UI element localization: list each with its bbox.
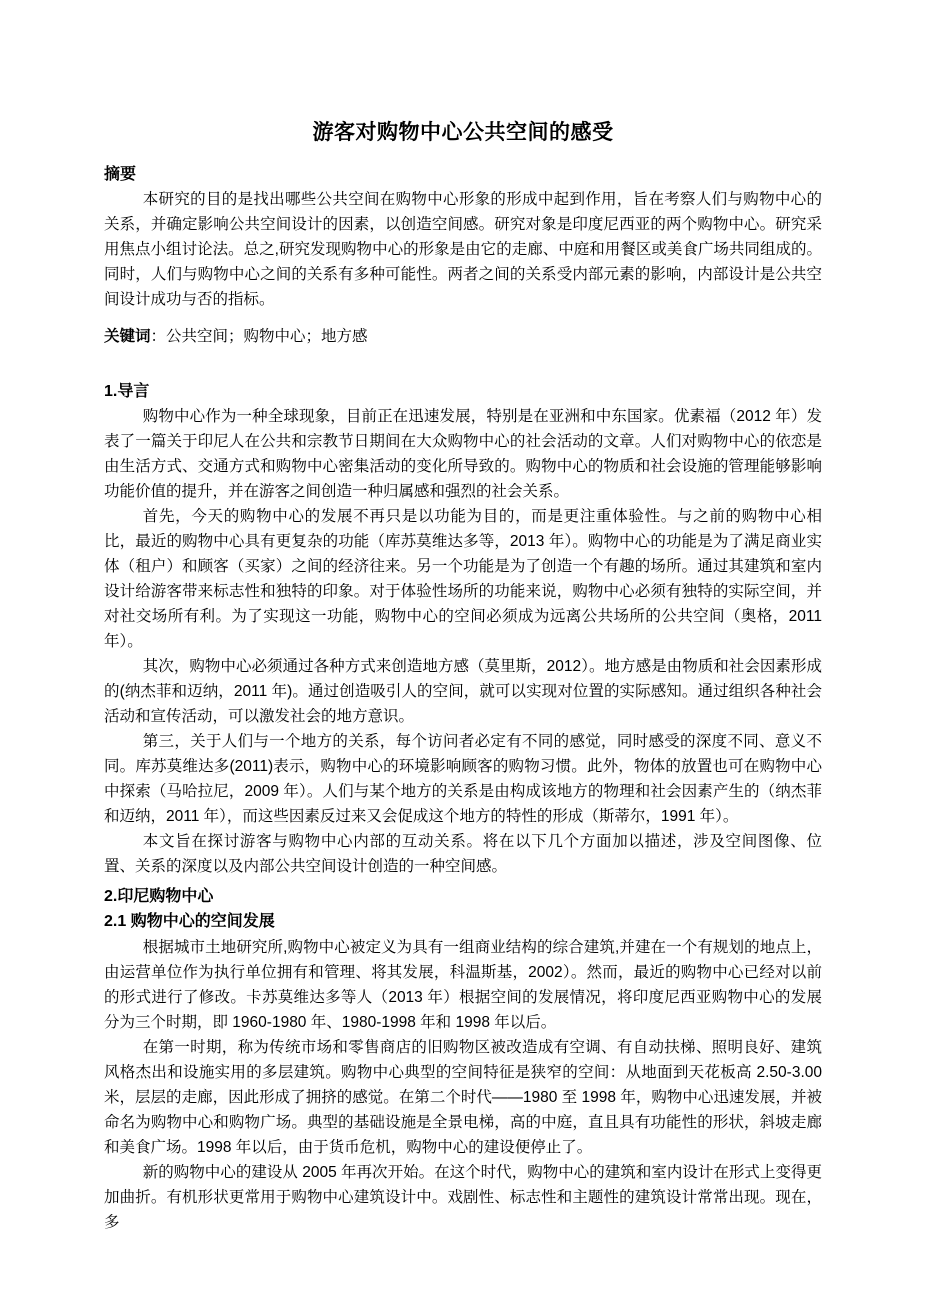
section-2-paragraph-2: 在第一时期，称为传统市场和零售商店的旧购物区被改造成有空调、有自动扶梯、照明良好、建筑风格杰出和设施实用的多层建筑。购物中心典型的空间特征是狭窄的空间：从地面到天花板高 2.50-3.00 米，层层的走廊，因此形成了拥挤的感觉。在第二个时代——1980 至 1998 年，购物中心迅速发展，并被命名为购物中心和购物广场。典型的基础设施是全景电梯，高的中庭，直且具有功能性的形状，斜坡走廊和美食广场。1998 年以后，由于货币危机，购物中心的建设便停止了。 bbox=[104, 1039, 822, 1156]
section-1-paragraph-5: 本文旨在探讨游客与购物中心内部的互动关系。将在以下几个方面加以描述，涉及空间图像、位置、关系的深度以及内部公共空间设计创造的一种空间感。 bbox=[104, 833, 822, 875]
section-2-heading: 2.印尼购物中心 bbox=[104, 888, 214, 905]
document-title: 游客对购物中心公共空间的感受 bbox=[312, 121, 614, 144]
abstract-heading: 摘要 bbox=[104, 166, 137, 183]
section-1-paragraph-1: 购物中心作为一种全球现象，目前正在迅速发展，特别是在亚洲和中东国家。优素福（2012 年）发表了一篇关于印尼人在公共和宗教节日期间在大众购物中心的社会活动的文章。人们对购物中心的依恋是由生活方式、交通方式和购物中心密集活动的变化所导致的。购物中心的物质和社会设施的管理能够影响功能价值的提升，并在游客之间创造一种归属感和强烈的社会关系。 bbox=[104, 408, 822, 500]
abstract-paragraph: 本研究的目的是找出哪些公共空间在购物中心形象的形成中起到作用，旨在考察人们与购物中心的关系，并确定影响公共空间设计的因素，以创造空间感。研究对象是印度尼西亚的两个购物中心。研究采用焦点小组讨论法。总之,研究发现购物中心的形象是由它的走廊、中庭和用餐区或美食广场共同组成的。同时，人们与购物中心之间的关系有多种可能性。两者之间的关系受内部元素的影响，内部设计是公共空间设计成功与否的指标。 bbox=[104, 191, 822, 308]
section-2-paragraph-1: 根据城市土地研究所,购物中心被定义为具有一组商业结构的综合建筑,并建在一个有规划的地点上，由运营单位作为执行单位拥有和管理、将其发展，科温斯基，2002）。然而，最近的购物中心已经对以前的形式进行了修改。卡苏莫维达多等人（2013 年）根据空间的发展情况，将印度尼西亚购物中心的发展分为三个时期，即 1960-1980 年、1980-1998 年和 1998 年以后。 bbox=[104, 939, 822, 1031]
section-1-paragraph-2: 首先，今天的购物中心的发展不再只是以功能为目的，而是更注重体验性。与之前的购物中心相比，最近的购物中心具有更复杂的功能（库苏莫维达多等，2013 年）。购物中心的功能是为了满足商业实体（租户）和顾客（买家）之间的经济往来。另一个功能是为了创造一个有趣的场所。通过其建筑和室内设计给游客带来标志性和独特的印象。对于体验性场所的功能来说，购物中心必须有独特的实际空间，并对社交场所有利。为了实现这一功能，购物中心的空间必须成为远离公共场所的公共空间（奥格，2011 年）。 bbox=[104, 508, 822, 650]
section-2-1-heading: 2.1 购物中心的空间发展 bbox=[104, 913, 275, 930]
keywords-label: 关键词 bbox=[104, 328, 151, 345]
section-1-heading: 1.导言 bbox=[104, 383, 150, 400]
keywords-text: 公共空间；购物中心；地方感 bbox=[166, 328, 368, 345]
section-1-paragraph-4: 第三，关于人们与一个地方的关系，每个访问者必定有不同的感觉，同时感受的深度不同、意义不同。库苏莫维达多(2011)表示，购物中心的环境影响顾客的购物习惯。此外，物体的放置也可在购物中心中探索（马哈拉尼，2009 年）。人们与某个地方的关系是由构成该地方的物理和社会因素产生的（纳杰菲和迈纳，2011 年），而这些因素反过来又会促成这个地方的特性的形成（斯蒂尔，1991 年）。 bbox=[104, 733, 822, 825]
section-1-paragraph-3: 其次，购物中心必须通过各种方式来创造地方感（莫里斯，2012）。地方感是由物质和社会因素形成的(纳杰菲和迈纳，2011 年)。通过创造吸引人的空间，就可以实现对位置的实际感知。通过组织各种社会活动和宣传活动，可以激发社会的地方意识。 bbox=[104, 658, 822, 725]
keywords-line bbox=[104, 324, 822, 349]
keywords-colon: ： bbox=[150, 328, 167, 345]
section-2-paragraph-3: 新的购物中心的建设从 2005 年再次开始。在这个时代，购物中心的建筑和室内设计在形式上变得更加曲折。有机形状更常用于购物中心建筑设计中。戏剧性、标志性和主题性的建筑设计常常出现。现在，多 bbox=[104, 1164, 822, 1231]
